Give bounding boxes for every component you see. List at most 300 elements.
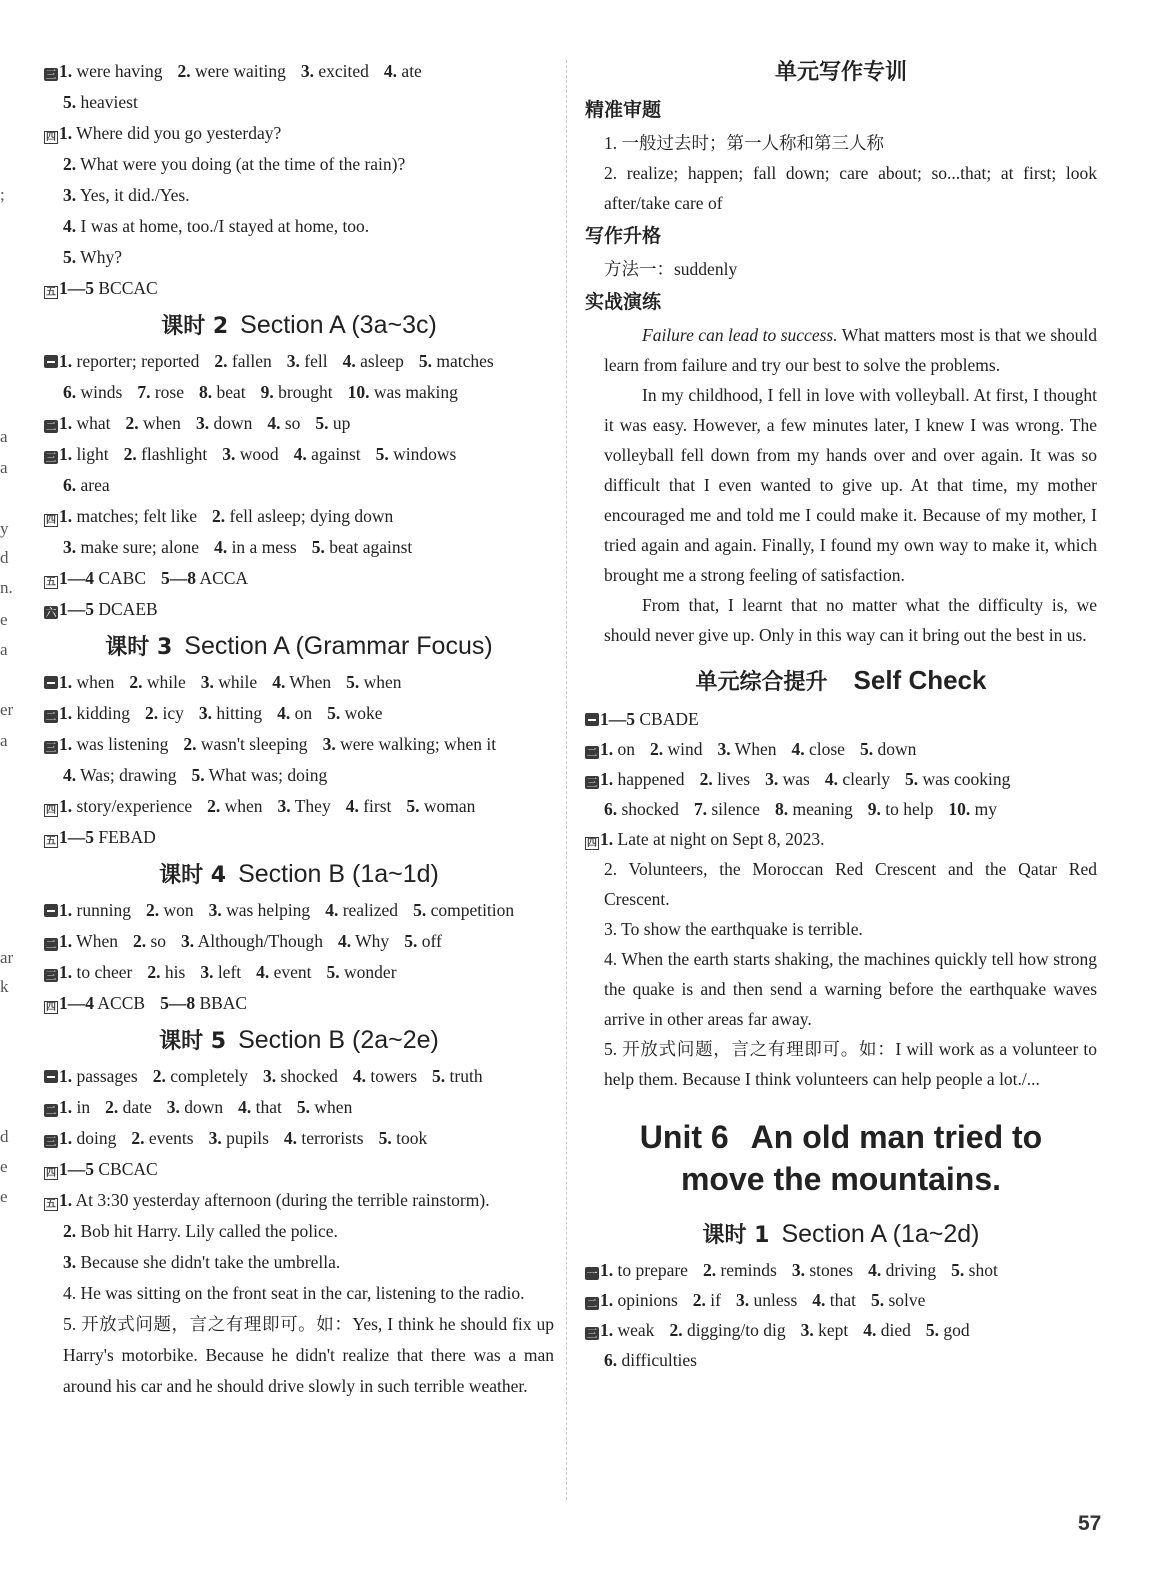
item-number: 4. xyxy=(214,537,228,557)
answer-row xyxy=(44,1185,554,1216)
answer-row xyxy=(585,1285,1097,1315)
answer-item: 3. fell xyxy=(286,351,328,371)
answer-item: 1. happened xyxy=(600,769,685,789)
answer-item: 4. clearly xyxy=(824,769,890,789)
answer-row xyxy=(44,149,554,180)
item-number: 6. xyxy=(604,1350,618,1370)
item-number: 6. xyxy=(63,382,77,402)
answer-row xyxy=(44,895,554,926)
answer-row xyxy=(44,439,554,470)
answer-item: 7. silence xyxy=(693,799,760,819)
section-marker: 三 xyxy=(45,451,57,464)
essay-paragraph: From that, I learnt that no matter what the difficulty is, we should never give up. Only in this way can it bring out the best in us. xyxy=(604,595,1097,645)
answer-item: 1. doing xyxy=(59,1128,117,1148)
answer-row xyxy=(44,1092,554,1123)
item-number: 9. xyxy=(867,799,881,819)
lesson-number: 课时 3 xyxy=(105,635,173,660)
item-number: 2. xyxy=(131,1128,145,1148)
answer-item: 5. solve xyxy=(871,1290,926,1310)
item-number: 7. xyxy=(137,382,151,402)
answer-item: 2. icy xyxy=(144,703,184,723)
item-number: 2. xyxy=(669,1320,683,1340)
lesson-number: 课时 1 xyxy=(702,1223,770,1248)
answer-paragraph: 2. realize; happen; fall down; care about; so...that; at first; look after/take care of xyxy=(604,163,1097,213)
section-marker: 四 xyxy=(46,1002,56,1013)
item-number: 3. xyxy=(765,769,779,789)
answer-item: 2. What were you doing (at the time of the rain)? xyxy=(63,154,406,174)
item-number: 1—5 xyxy=(600,709,635,729)
answer-row xyxy=(585,734,1097,764)
item-number: 5. xyxy=(378,1128,392,1148)
answer-row xyxy=(585,704,1097,734)
answer-item: 4. driving xyxy=(868,1260,937,1280)
item-number: 5. xyxy=(327,703,341,723)
answer-item: 3. left xyxy=(200,962,242,982)
answer-paragraph: 4. He was sitting on the front seat in the car, listening to the radio. xyxy=(63,1283,525,1303)
answer-item: 3. stones xyxy=(791,1260,854,1280)
subheading: 精准审题 xyxy=(585,99,662,121)
answer-item: 6. winds xyxy=(63,382,123,402)
answer-item: 5. when xyxy=(296,1097,353,1117)
answer-item: 3. When xyxy=(717,739,777,759)
section-marker: 六 xyxy=(45,606,57,619)
answer-item: 1. in xyxy=(59,1097,91,1117)
answer-item: 1—4 CABC xyxy=(59,568,147,588)
answer-row xyxy=(44,1123,554,1154)
answer-item: 1. were having xyxy=(59,61,163,81)
answer-item: 2. events xyxy=(131,1128,194,1148)
left-column xyxy=(44,56,554,1402)
answer-item: 5. shot xyxy=(951,1260,998,1280)
item-number: 4. xyxy=(293,444,307,464)
item-number: 2. xyxy=(152,1066,166,1086)
item-number: 10. xyxy=(347,382,370,402)
answer-item: 10. was making xyxy=(347,382,458,402)
answer-item: 5. off xyxy=(404,931,442,951)
answer-item: 2. if xyxy=(692,1290,721,1310)
answer-item: 2. fell asleep; dying down xyxy=(212,506,394,526)
answer-item: 9. to help xyxy=(867,799,934,819)
item-number: 4. xyxy=(337,931,352,951)
answer-row xyxy=(44,926,554,957)
unit-title xyxy=(585,1116,1097,1200)
answer-item: 1. story/experience xyxy=(59,796,193,816)
right-column xyxy=(585,56,1097,1375)
answer-item: 2. while xyxy=(129,672,186,692)
answer-row xyxy=(44,180,554,211)
item-number: 4. xyxy=(272,672,286,692)
item-number: 4. xyxy=(863,1320,877,1340)
section-marker: 一 xyxy=(586,1267,598,1280)
lesson-section: Section A (Grammar Focus) xyxy=(184,632,493,660)
section-marker xyxy=(44,904,58,917)
answer-item: 4. on xyxy=(277,703,313,723)
section-marker xyxy=(44,676,58,689)
section-marker: 五 xyxy=(46,1199,56,1210)
edge-fragment: e xyxy=(0,1187,8,1206)
item-number: 1. xyxy=(59,351,73,371)
item-number: 4. xyxy=(267,413,281,433)
section-marker: 三 xyxy=(586,776,598,789)
item-number: 5. xyxy=(311,537,325,557)
item-number: 3. xyxy=(63,537,77,557)
section-marker: 二 xyxy=(45,710,57,723)
answer-item: 4. ate xyxy=(383,61,422,81)
answer-item: 1. to prepare xyxy=(600,1260,688,1280)
answer-row xyxy=(44,760,554,791)
answer-item: 4. Was; drawing xyxy=(63,765,177,785)
item-number: 10. xyxy=(948,799,971,819)
answer-row xyxy=(44,346,554,377)
edge-fragment: ; xyxy=(0,185,5,204)
item-number: 1. xyxy=(59,703,73,723)
answer-row xyxy=(44,408,554,439)
item-number: 3. xyxy=(200,962,214,982)
answer-item: 5. woman xyxy=(406,796,476,816)
item-number: 5. xyxy=(296,1097,311,1117)
item-number: 5. xyxy=(871,1290,885,1310)
answer-row xyxy=(44,957,554,988)
answer-item: 1. matches; felt like xyxy=(59,506,198,526)
item-number: 2. xyxy=(63,1221,77,1241)
answer-row xyxy=(44,56,554,87)
answer-item: 1. reporter; reported xyxy=(59,351,200,371)
item-number: 3. xyxy=(800,1320,814,1340)
item-number: 5. xyxy=(326,962,340,982)
answer-item: 2. wind xyxy=(650,739,703,759)
writing-section-title: 单元写作专训 xyxy=(774,60,907,85)
item-number: 5. xyxy=(406,796,420,816)
lesson-section: Section B (1a~1d) xyxy=(238,860,439,888)
answer-item: 5. Why? xyxy=(63,247,122,267)
section-marker: 五 xyxy=(46,836,56,847)
answer-item: 10. my xyxy=(948,799,997,819)
section-marker: 三 xyxy=(45,68,57,81)
item-number: 3. xyxy=(263,1066,277,1086)
answer-row xyxy=(44,87,554,118)
answer-row xyxy=(44,1154,554,1185)
answer-item: 1. when xyxy=(59,672,115,692)
section-marker: 四 xyxy=(46,132,56,143)
item-number: 1. xyxy=(59,1066,73,1086)
answer-item: 4. I was at home, too./I stayed at home, too. xyxy=(63,216,370,236)
section-marker xyxy=(44,355,58,368)
essay-paragraph: In my childhood, I fell in love with volleyball. At first, I thought it was easy. However, a few minutes later, I knew I was wrong. The volleyball fell down from my hands over and over again. It was so difficult that I even wanted to give up. At that time, my mother encouraged me and told me I could make it. Because of my mother, I tried again and again. Finally, I found my own way to make it, which brought me a strong feeling of satisfaction. xyxy=(604,385,1097,585)
item-number: 1. xyxy=(59,444,73,464)
answer-item: 1. When xyxy=(59,931,118,951)
page-number: 57 xyxy=(1078,1512,1102,1535)
edge-fragment: n. xyxy=(0,578,13,597)
answer-row xyxy=(44,822,554,853)
answer-item: 3. while xyxy=(200,672,258,692)
item-number: 7. xyxy=(693,799,707,819)
answer-paragraph: 5. 开放式问题，言之有理即可。如：Yes, I think he should fix up Harry's motorbike. Because he didn't realize that there was a man around his car and he should drive slowly in such terrible weather. xyxy=(63,1314,554,1396)
answer-item: 5. took xyxy=(378,1128,428,1148)
item-number: 4. xyxy=(791,739,805,759)
item-number: 8. xyxy=(774,799,789,819)
answer-item: 2. his xyxy=(147,962,186,982)
item-number: 5. xyxy=(346,672,360,692)
section-marker: 四 xyxy=(46,515,56,526)
answer-item: 3. down xyxy=(195,413,253,433)
item-number: 5—8 xyxy=(160,993,196,1013)
edge-fragment: d xyxy=(0,548,9,567)
answer-item: 1. running xyxy=(59,900,131,920)
item-number: 4. xyxy=(342,351,356,371)
answer-item: 4. Why xyxy=(337,931,390,951)
answer-item: 7. rose xyxy=(137,382,184,402)
item-number: 1—4 xyxy=(59,993,94,1013)
item-number: 1. xyxy=(59,931,73,951)
item-number: 3. xyxy=(222,444,236,464)
item-number: 1. xyxy=(59,796,73,816)
item-number: 1. xyxy=(600,829,614,849)
answer-item: 2. were waiting xyxy=(177,61,286,81)
answer-item: 2. when xyxy=(207,796,263,816)
answer-item: 3. make sure; alone xyxy=(63,537,200,557)
answer-paragraph: 2. Volunteers, the Moroccan Red Crescent and the Qatar Red Crescent. xyxy=(604,859,1097,909)
item-number: 2. xyxy=(63,154,77,174)
answer-item: 5. woke xyxy=(327,703,383,723)
answer-item: 5. windows xyxy=(375,444,457,464)
answer-item: 8. beat xyxy=(198,382,246,402)
item-number: 3. xyxy=(166,1097,180,1117)
answer-item: 3. was xyxy=(765,769,810,789)
item-number: 1—4 xyxy=(59,568,94,588)
answer-item: 5. down xyxy=(859,739,917,759)
lesson-heading xyxy=(44,854,554,894)
lesson-number: 课时 2 xyxy=(161,314,229,339)
answer-item: 4. that xyxy=(812,1290,856,1310)
answer-row xyxy=(585,1255,1097,1285)
lesson-heading xyxy=(585,1214,1097,1254)
answer-item: 1. Late at night on Sept 8, 2023. xyxy=(600,829,825,849)
answer-row xyxy=(44,501,554,532)
item-number: 4. xyxy=(283,1128,298,1148)
edge-fragment: e xyxy=(0,610,8,629)
answer-item: 5—8 BBAC xyxy=(160,993,248,1013)
answer-item: 2. Bob hit Harry. Lily called the police. xyxy=(63,1221,338,1241)
answer-item: 2. when xyxy=(125,413,181,433)
answer-item: 3. They xyxy=(277,796,331,816)
answer-item: 2. reminds xyxy=(702,1260,777,1280)
answer-item: 4. first xyxy=(345,796,392,816)
item-number: 1. xyxy=(59,1190,73,1210)
answer-item: 1. was listening xyxy=(59,734,169,754)
item-number: 5. xyxy=(951,1260,965,1280)
answer-row xyxy=(44,273,554,304)
answer-item: 5—8 ACCA xyxy=(161,568,249,588)
answer-item: 5. wonder xyxy=(326,962,397,982)
answer-item: 4. in a mess xyxy=(214,537,297,557)
item-number: 1. xyxy=(59,1128,73,1148)
item-number: 2. xyxy=(212,506,226,526)
item-number: 3. xyxy=(717,739,731,759)
item-number: 5. xyxy=(925,1320,940,1340)
answer-item: 4. When xyxy=(272,672,332,692)
edge-fragment: e xyxy=(0,1157,8,1176)
item-number: 5—8 xyxy=(161,568,197,588)
item-number: 2. xyxy=(129,672,143,692)
answer-item: 2. completely xyxy=(152,1066,248,1086)
item-number: 5. xyxy=(191,765,205,785)
answer-item: 3. wood xyxy=(222,444,279,464)
item-number: 1. xyxy=(59,61,73,81)
section-marker: 二 xyxy=(586,746,598,759)
essay-lead: Failure can lead to success. xyxy=(642,325,838,345)
item-number: 4. xyxy=(868,1260,882,1280)
item-number: 2. xyxy=(699,769,713,789)
answer-item: 1. on xyxy=(600,739,635,759)
lesson-section: Section B (2a~2e) xyxy=(238,1026,439,1054)
section-marker: 四 xyxy=(46,805,56,816)
answer-row xyxy=(44,791,554,822)
item-number: 2. xyxy=(145,900,160,920)
answer-row xyxy=(44,1061,554,1092)
answer-item: 5. heaviest xyxy=(63,92,138,112)
section-marker: 五 xyxy=(46,577,56,588)
item-number: 4. xyxy=(383,61,398,81)
answer-item: 2. so xyxy=(132,931,167,951)
answer-item: 5. god xyxy=(925,1320,970,1340)
answer-item: 4. so xyxy=(267,413,301,433)
answer-item: 2. lives xyxy=(699,769,751,789)
answer-item: 9. brought xyxy=(260,382,333,402)
item-number: 3. xyxy=(736,1290,750,1310)
item-number: 3. xyxy=(63,185,77,205)
section-marker xyxy=(44,1070,58,1083)
answer-item: 1. to cheer xyxy=(59,962,133,982)
item-number: 4. xyxy=(824,769,838,789)
answer-item: 3. were walking; when it xyxy=(322,734,497,754)
item-number: 5. xyxy=(63,92,77,112)
edge-fragment: er xyxy=(0,700,14,719)
answer-item: 1—5 BCCAC xyxy=(59,278,158,298)
item-number: 3. xyxy=(300,61,315,81)
item-number: 5. xyxy=(413,900,427,920)
item-number: 1. xyxy=(59,123,73,143)
section-marker: 三 xyxy=(45,741,57,754)
essay-paragraph xyxy=(585,320,1097,380)
item-number: 8. xyxy=(198,382,213,402)
answer-item: 3. was helping xyxy=(208,900,311,920)
item-number: 5. xyxy=(904,769,919,789)
lesson-number: 课时 5 xyxy=(159,1029,227,1054)
answer-row xyxy=(44,242,554,273)
item-number: 1. xyxy=(59,672,73,692)
answer-item: 5. competition xyxy=(413,900,515,920)
answer-item: 2. wasn't sleeping xyxy=(183,734,308,754)
item-number: 2. xyxy=(132,931,147,951)
item-number: 5. xyxy=(315,413,329,433)
unit-title-line: An old man tried to xyxy=(750,1119,1043,1155)
answer-item: 1. At 3:30 yesterday afternoon (during the terrible rainstorm). xyxy=(59,1190,490,1210)
answer-item: 4. died xyxy=(863,1320,911,1340)
item-number: 4. xyxy=(352,1066,366,1086)
answer-item: 5. when xyxy=(346,672,402,692)
answer-item: 1—4 ACCB xyxy=(59,993,146,1013)
answer-item: 4. that xyxy=(238,1097,282,1117)
section-marker: 四 xyxy=(587,838,597,849)
lesson-heading xyxy=(44,1020,554,1060)
answer-item: 3. down xyxy=(166,1097,224,1117)
unit-number: Unit 6 xyxy=(639,1119,729,1155)
section-marker: 三 xyxy=(45,1135,57,1148)
column-divider xyxy=(566,60,567,1500)
subheading: 实战演练 xyxy=(585,291,662,313)
item-number: 2. xyxy=(692,1290,706,1310)
answer-item: 3. Although/Though xyxy=(181,931,323,951)
item-number: 4. xyxy=(238,1097,252,1117)
item-number: 1. xyxy=(59,506,73,526)
item-number: 3. xyxy=(286,351,300,371)
answer-item: 4. against xyxy=(293,444,361,464)
item-number: 3. xyxy=(322,734,336,754)
answer-item: 3. shocked xyxy=(263,1066,338,1086)
section-marker xyxy=(585,713,599,726)
item-number: 2. xyxy=(144,703,159,723)
item-number: 4. xyxy=(277,703,291,723)
edge-fragment: a xyxy=(0,640,8,659)
answer-item: 2. won xyxy=(145,900,194,920)
answer-item: 1—5 CBADE xyxy=(600,709,699,729)
answer-paragraph: 5. 开放式问题，言之有理即可。如：I will work as a volunteer to help them. Because I think volunteers can help people a lot./... xyxy=(604,1039,1097,1089)
answer-item: 1. kidding xyxy=(59,703,130,723)
item-number: 2. xyxy=(702,1260,717,1280)
item-number: 4. xyxy=(345,796,359,816)
item-number: 3. xyxy=(198,703,212,723)
item-number: 2. xyxy=(123,444,137,464)
answer-row xyxy=(44,118,554,149)
answer-row xyxy=(44,1216,554,1247)
answer-paragraph: 1. 一般过去时；第一人称和第三人称 xyxy=(604,133,884,153)
item-number: 6. xyxy=(63,475,77,495)
essay-text: What matters most is that we should learn from failure and try our best to solve the problems. xyxy=(604,325,1097,375)
answer-row xyxy=(44,532,554,563)
item-number: 1. xyxy=(59,1097,73,1117)
answer-row xyxy=(44,988,554,1019)
answer-item: 3. excited xyxy=(300,61,369,81)
edge-fragment: a xyxy=(0,458,8,477)
answer-row xyxy=(44,211,554,242)
item-number: 9. xyxy=(260,382,274,402)
item-number: 4. xyxy=(256,962,270,982)
answer-item: 1—5 FEBAD xyxy=(59,827,156,847)
answer-item: 5. What was; doing xyxy=(191,765,328,785)
answer-row xyxy=(44,470,554,501)
answer-item: 4. towers xyxy=(352,1066,418,1086)
item-number: 4. xyxy=(63,216,77,236)
item-number: 3. xyxy=(208,1128,222,1148)
answer-item: 3. kept xyxy=(800,1320,849,1340)
answer-item: 2. fallen xyxy=(214,351,272,371)
answer-item: 3. hitting xyxy=(198,703,263,723)
selfcheck-title-cn: 单元综合提升 xyxy=(695,670,828,695)
answer-item: 2. date xyxy=(105,1097,152,1117)
item-number: 1. xyxy=(59,413,73,433)
section-marker: 三 xyxy=(586,1327,598,1340)
item-number: 5. xyxy=(418,351,432,371)
answer-item: 5. truth xyxy=(432,1066,483,1086)
item-number: 4. xyxy=(63,765,77,785)
item-number: 1. xyxy=(59,734,73,754)
answer-paragraph: 方法一：suddenly xyxy=(604,259,738,279)
item-number: 1. xyxy=(600,1290,614,1310)
item-number: 6. xyxy=(604,799,618,819)
answer-item: 1. weak xyxy=(600,1320,655,1340)
section-marker: 三 xyxy=(45,969,57,982)
item-number: 2. xyxy=(650,739,664,759)
